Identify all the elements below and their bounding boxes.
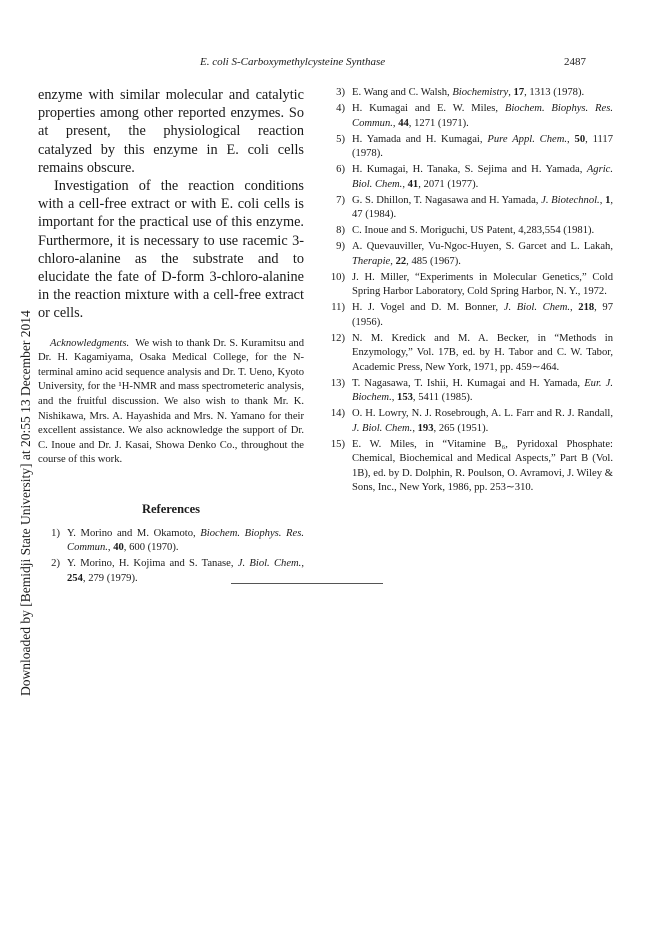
reference-text: T. Nagasawa, T. Ishii, H. Kumagai and H. Yamada, Eur. J. Biochem., 153, 5411 (1985). xyxy=(352,377,613,403)
volume-number: 44 xyxy=(398,117,409,129)
download-watermark: Downloaded by [Bemidji State University] at 20:55 13 December 2014 xyxy=(18,310,33,696)
volume-number: 40 xyxy=(113,542,124,554)
left-column xyxy=(38,86,304,588)
body-text xyxy=(38,86,304,323)
reference-item xyxy=(323,271,613,300)
reference-item xyxy=(323,86,613,101)
reference-text: H. Kumagai, H. Tanaka, S. Sejima and H. Yamada, Agric. Biol. Chem., 41, 2071 (1977). xyxy=(352,164,613,190)
volume-number: 50 xyxy=(574,133,586,145)
reference-text: E. W. Miles, in “Vitamine B₆, Pyridoxal Phosphate: Chemical, Biochemical and Medical Aspects,” Part B (Vol. 1B), ed. by D. Dolphin, R. Poulson, O. Avramovi, J. Wiley & Sons, Inc., New York, 1986, pp. 253∼310. xyxy=(352,438,613,493)
running-header xyxy=(0,56,657,72)
reference-number: 3) xyxy=(336,87,345,98)
reference-item xyxy=(323,407,613,436)
volume-number: 254 xyxy=(67,572,83,584)
journal-name: Therapie xyxy=(352,255,391,267)
journal-name: J. Biol. Chem. xyxy=(237,558,302,570)
reference-text: Y. Morino, H. Kojima and S. Tanase, J. Biol. Chem., 254, 279 (1979). xyxy=(67,558,304,584)
journal-name: Eur. J. Biochem. xyxy=(352,377,613,403)
reference-text: O. H. Lowry, N. J. Rosebrough, A. L. Farr and R. J. Randall, J. Biol. Chem., 193, 265 (1951). xyxy=(352,408,613,434)
acknowledgments-text: We wish to thank Dr. S. Kuramitsu and Dr. H. Kagamiyama, Osaka Medical College, for the N-terminal amino acid sequence analysis and Dr. T. Ueno, Kyoto University, for the ¹H-NMR and mass spectrometeric analysis, and the fruitful discussion. We also wish to thank Mr. K. Nishikawa, Mrs. A. Hayashida and Mrs. N. Yamano for their excellent assistance. We also acknowledge the support of Dr. C. Inoue and Dr. J. Kasai, Showa Denko Co., throughout the course of this work. xyxy=(38,337,304,466)
reference-item xyxy=(323,133,613,162)
reference-number: 9) xyxy=(336,241,345,252)
journal-name: J. Biol. Chem. xyxy=(503,302,570,313)
reference-number: 5) xyxy=(336,133,345,145)
journal-name: Biochem. Biophys. Res. Commun. xyxy=(67,527,304,554)
reference-number: 14) xyxy=(330,408,345,419)
volume-number: 153 xyxy=(397,392,413,403)
reference-item xyxy=(323,163,613,192)
paragraph-1: enzyme with similar molecular and catalytic properties among other reported enzymes. So at present, the physiological reaction catalyzed by this enzyme in E. coli cells remains obscure. xyxy=(38,87,304,176)
reference-text: G. S. Dhillon, T. Nagasawa and H. Yamada, J. Biotechnol., 1, 47 (1984). xyxy=(352,194,614,220)
reference-text: Y. Morino and M. Okamoto, Biochem. Biophys. Res. Commun., 40, 600 (1970). xyxy=(67,527,304,554)
reference-item xyxy=(38,527,304,556)
reference-number: 4) xyxy=(336,103,345,114)
reference-item xyxy=(323,194,613,223)
journal-name: Pure Appl. Chem. xyxy=(487,133,568,145)
reference-item xyxy=(323,377,613,406)
reference-item xyxy=(323,332,613,376)
reference-text: H. Yamada and H. Kumagai, Pure Appl. Chem., 50, 1117 (1978). xyxy=(352,133,614,159)
journal-name: Biochem. Biophys. Res. Commun. xyxy=(352,103,613,129)
reference-text: N. M. Kredick and M. A. Becker, in “Methods in Enzymology,” Vol. 17B, ed. by H. Tabor and C. W. Tabor, Academic Press, New York, 1971, pp. 459∼464. xyxy=(352,332,613,373)
volume-number: 1 xyxy=(605,194,611,206)
reference-text: C. Inoue and S. Moriguchi, US Patent, 4,283,554 (1981). xyxy=(352,225,595,236)
volume-number: 41 xyxy=(407,178,419,190)
references-heading: References xyxy=(141,501,201,516)
journal-name: Biochemistry xyxy=(452,87,509,98)
reference-number: 7) xyxy=(336,194,345,206)
reference-item xyxy=(323,301,613,330)
reference-number: 12) xyxy=(330,332,345,344)
reference-text: H. J. Vogel and D. M. Bonner, J. Biol. Chem., 218, 97 (1956). xyxy=(352,302,614,328)
reference-text: J. H. Miller, “Experiments in Molecular Genetics,” Cold Spring Harbor Laboratory, Cold Spring Harbor, N. Y., 1972. xyxy=(352,271,613,297)
volume-number: 22 xyxy=(395,255,407,267)
volume-number: 193 xyxy=(417,422,434,434)
reference-number: 11) xyxy=(331,302,345,313)
references-list-left xyxy=(38,527,304,587)
acknowledgments xyxy=(38,337,304,468)
page-number: 2487 xyxy=(564,56,586,68)
reference-number: 1) xyxy=(51,527,60,539)
reference-number: 10) xyxy=(330,271,345,283)
end-rule xyxy=(231,583,383,584)
reference-text: A. Quevauviller, Vu-Ngoc-Huyen, S. Garcet and L. Lakah, Therapie, 22, 485 (1967). xyxy=(352,241,613,267)
volume-number: 17 xyxy=(513,87,525,98)
reference-item xyxy=(323,102,613,131)
reference-text: E. Wang and C. Walsh, Biochemistry, 17, 1313 (1978). xyxy=(352,87,585,98)
journal-name: Agric. Biol. Chem. xyxy=(352,164,613,190)
reference-number: 8) xyxy=(336,225,345,236)
reference-number: 15) xyxy=(330,438,345,450)
reference-item xyxy=(323,438,613,496)
journal-name: J. Biol. Chem. xyxy=(352,422,413,434)
running-title: E. coli S-Carboxymethylcysteine Synthase xyxy=(200,56,386,68)
reference-item xyxy=(323,224,613,239)
reference-number: 13) xyxy=(330,377,345,389)
reference-text: H. Kumagai and E. W. Miles, Biochem. Biophys. Res. Commun., 44, 1271 (1971). xyxy=(352,103,613,129)
acknowledgments-label: Acknowledgments. xyxy=(50,337,130,349)
references-list-right xyxy=(323,86,613,496)
reference-item xyxy=(323,240,613,269)
right-column xyxy=(323,86,613,497)
paragraph-2: Investigation of the reaction conditions with a cell-free extract or with E. coli cells is important for the practical use of this enzyme. Furthermore, it is necessary to use racemic 3-chloro-alanine as the substrate and to elucidate the fate of D-form 3-chloro-alanine in the reaction mixture with a cell-free extract or cells. xyxy=(38,178,304,322)
journal-name: J. Biotechnol. xyxy=(541,194,600,206)
reference-number: 6) xyxy=(336,164,345,175)
volume-number: 218 xyxy=(578,302,595,313)
reference-number: 2) xyxy=(51,558,60,570)
